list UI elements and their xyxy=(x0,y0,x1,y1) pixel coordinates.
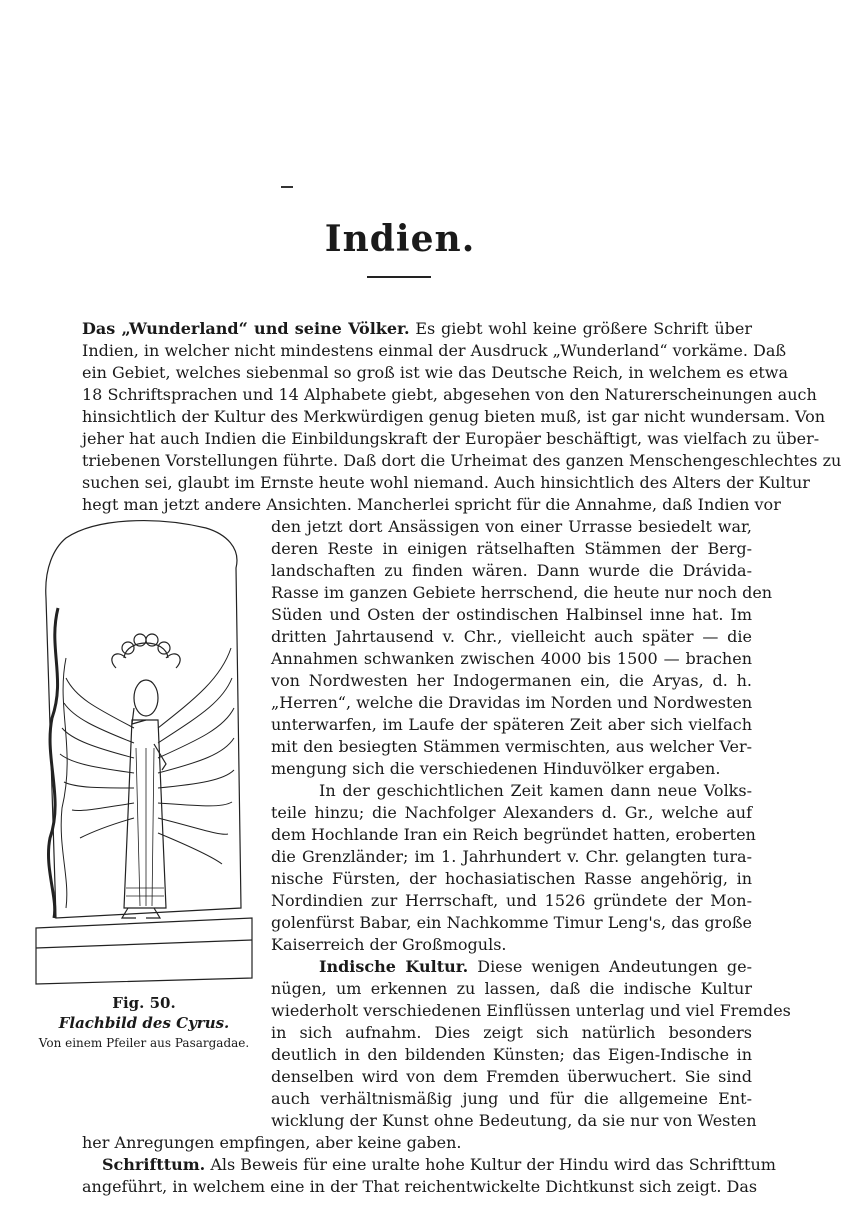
crown-horns xyxy=(112,654,180,668)
text-line: Nordindien zur Herrschaft, und 1526 gründete der Mon- xyxy=(271,891,752,910)
section-heading-wunderland: Das „Wunderland“ und seine Völker. xyxy=(82,319,410,338)
text-line: mit den besiegten Stämmen vermischten, aus welcher Ver- xyxy=(271,737,752,756)
crown-element xyxy=(134,634,146,646)
text-line: Annahmen schwanken zwischen 4000 bis 1500 — brachen xyxy=(271,649,752,668)
base-line xyxy=(36,940,252,948)
figure-number: Fig. 50. xyxy=(112,994,176,1012)
robe xyxy=(124,720,166,908)
section-heading-kultur: Indische Kultur. xyxy=(319,957,469,976)
slab-crack xyxy=(48,608,58,918)
text-line: den jetzt dort Ansässigen von einer Urrasse besiedelt war, xyxy=(271,517,752,536)
page-dash xyxy=(281,186,293,188)
text-line: suchen sei, glaubt im Ernste heute wohl niemand. Auch hinsichtlich des Alters der Kultur xyxy=(82,473,810,492)
crown-element xyxy=(158,642,170,654)
text-span: Als Beweis für eine uralte hohe Kultur der Hindu wird das Schrifttum xyxy=(205,1155,776,1174)
text-span: Es giebt wohl keine größere Schrift über xyxy=(409,319,752,338)
relief-illustration xyxy=(36,508,252,984)
text-line: golenfürst Babar, ein Nachkomme Timur Leng's, das große xyxy=(271,913,752,932)
text-line: unterwarfen, im Laufe der späteren Zeit aber sich vielfach xyxy=(271,715,752,734)
text-line: angeführt, in welchem eine in der That reichentwickelte Dichtkunst sich zeigt. Das xyxy=(82,1177,758,1196)
text-line: mengung sich die verschiedenen Hinduvölker ergaben. xyxy=(271,759,721,778)
text-line: Indien, in welcher nicht mindestens einmal der Ausdruck „Wunderland“ vorkäme. Daß xyxy=(82,341,787,360)
text-line: jeher hat auch Indien die Einbildungskraft der Europäer beschäftigt, was vielfach zu über- xyxy=(82,429,820,448)
text-line: wicklung der Kunst ohne Bedeutung, da sie nur von Westen xyxy=(271,1111,757,1130)
crown xyxy=(124,643,168,658)
text-line: 18 Schriftsprachen und 14 Alphabete giebt, abgesehen von den Naturerscheinungen auch xyxy=(82,385,817,404)
text-line: nische Fürsten, der hochasiatischen Rasse angehörig, in xyxy=(271,869,752,888)
text-line: auch verhältnismäßig jung und für die allgemeine Ent- xyxy=(271,1089,752,1108)
figure-caption: Flachbild des Cyrus. xyxy=(58,1014,230,1032)
text-line: teile hinzu; die Nachfolger Alexanders d. Gr., welche auf xyxy=(271,803,752,822)
text-line: her Anregungen empfingen, aber keine gaben. xyxy=(82,1133,462,1152)
text-line: ein Gebiet, welches siebenmal so groß ist wie das Deutsche Reich, in welchem es etwa xyxy=(82,363,789,382)
text-line xyxy=(82,1154,776,1176)
head xyxy=(134,680,158,716)
title-underline xyxy=(367,276,431,278)
text-line: wiederholt verschiedenen Einflüssen unterlag und viel Fremdes xyxy=(271,1001,791,1020)
text-line: „Herren“, welche die Dravidas im Norden und Nordwesten xyxy=(271,693,753,712)
text-line: triebenen Vorstellungen führte. Daß dort die Urheimat des ganzen Menschengeschlechtes zu xyxy=(82,451,841,470)
left-wing xyxy=(60,678,134,838)
text-line: deutlich in den bildenden Künsten; das Eigen-Indische in xyxy=(271,1045,752,1064)
text-line: hegt man jetzt andere Ansichten. Mancherlei spricht für die Annahme, daß Indien vor xyxy=(82,495,781,514)
text-line: denselben wird von dem Fremden überwuchert. Sie sind xyxy=(271,1067,752,1086)
page-title: Indien. xyxy=(324,218,476,260)
text-line: nügen, um erkennen zu lassen, daß die indische Kultur xyxy=(271,979,752,998)
crown-element xyxy=(146,634,158,646)
text-line: in sich aufnahm. Dies zeigt sich natürlich besonders xyxy=(271,1023,752,1042)
text-line: Süden und Osten der ostindischen Halbinsel inne hat. Im xyxy=(271,605,752,624)
figure-source: Von einem Pfeiler aus Pasargadae. xyxy=(38,1036,250,1050)
crown-element xyxy=(122,642,134,654)
text-line xyxy=(271,956,752,978)
text-line: In der geschichtlichen Zeit kamen dann neue Volks- xyxy=(319,781,752,800)
robe-folds xyxy=(136,748,154,906)
text-line: von Nordwesten her Indogermanen ein, die Aryas, d. h. xyxy=(271,671,752,690)
right-wing xyxy=(158,648,234,864)
text-line: die Grenzländer; im 1. Jahrhundert v. Chr. gelangten tura- xyxy=(271,847,752,866)
relief-base xyxy=(36,918,252,984)
text-line: deren Reste in einigen rätselhaften Stämmen der Berg- xyxy=(271,539,752,558)
text-line: landschaften zu finden wären. Dann wurde die Drávida- xyxy=(271,561,752,580)
text-line: dritten Jahrtausend v. Chr., vielleicht auch später — die xyxy=(271,627,752,646)
text-line: Rasse im ganzen Gebiete herrschend, die heute nur noch den xyxy=(271,583,773,602)
robe-hem xyxy=(126,888,164,896)
stone-slab xyxy=(46,521,241,918)
text-line xyxy=(82,318,752,340)
text-line: Kaiserreich der Großmoguls. xyxy=(271,935,507,954)
text-line: hinsichtlich der Kultur des Merkwürdigen genug bieten muß, ist gar nicht wundersam. Von xyxy=(82,407,826,426)
text-span: Diese wenigen Andeutungen ge- xyxy=(468,957,752,976)
section-heading-schrifttum: Schrifttum. xyxy=(102,1155,206,1174)
text-line: dem Hochlande Iran ein Reich begründet hatten, eroberten xyxy=(271,825,756,844)
